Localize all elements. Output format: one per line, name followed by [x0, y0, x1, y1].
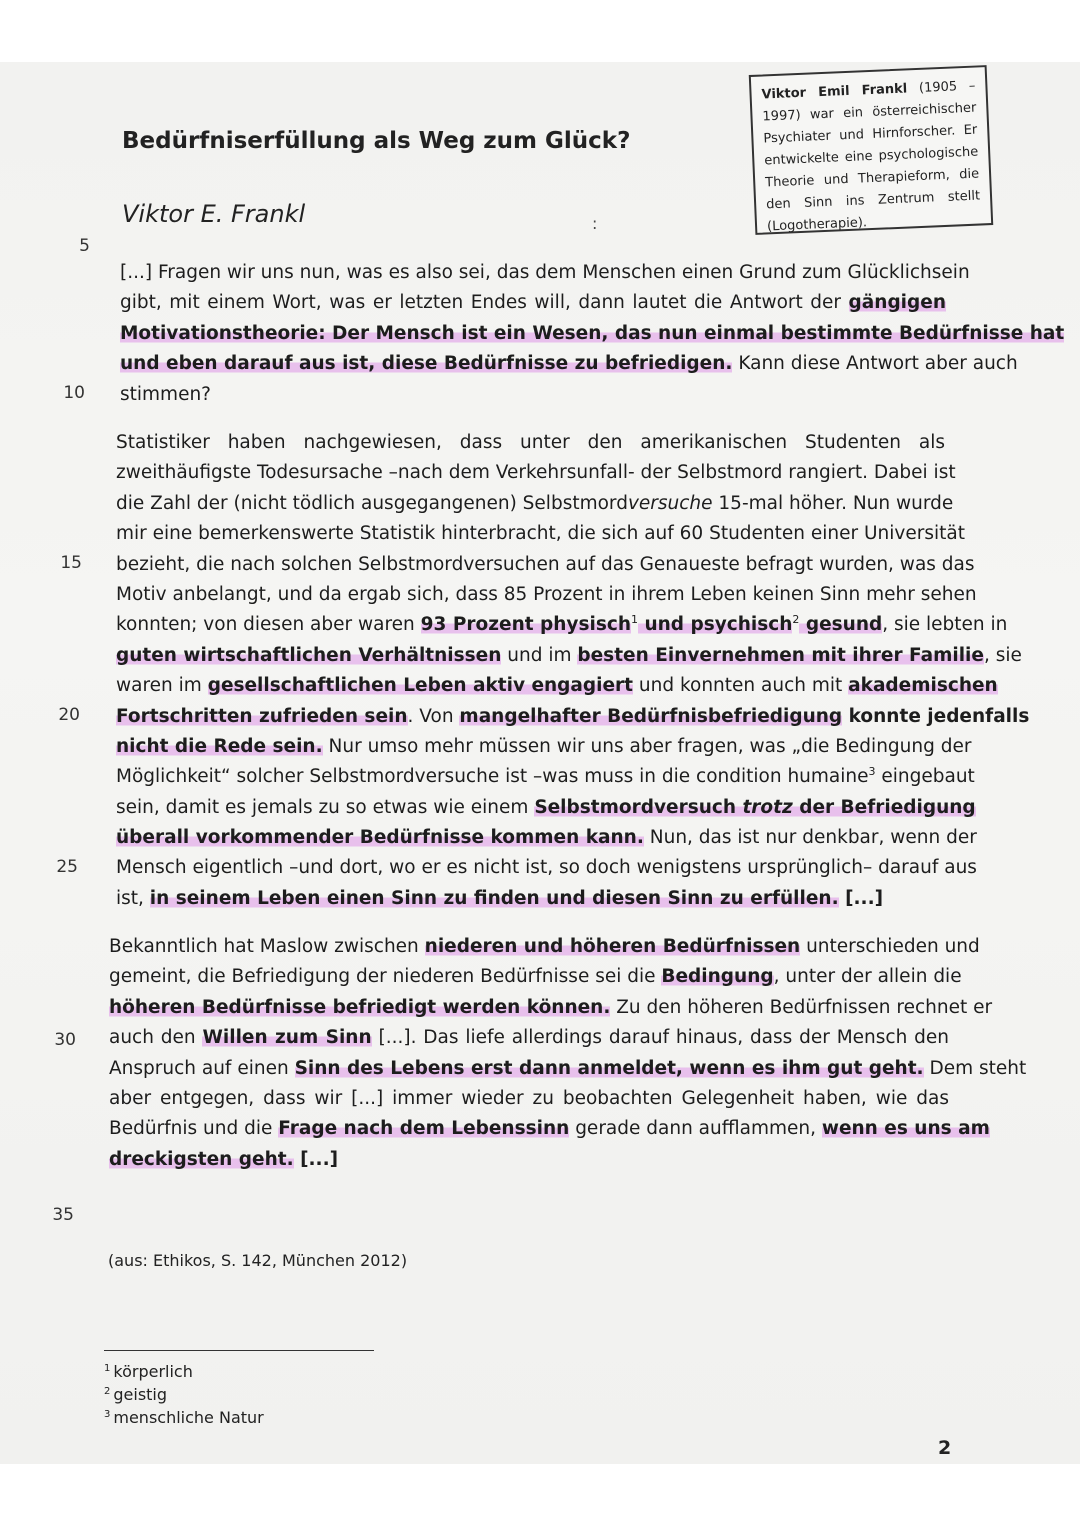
text-line [120, 319, 1065, 349]
footnote-item: $^3$ menschliche Natur [104, 1408, 264, 1427]
highlighted-text: höheren Bedürfnisse befriedigt werden können. [109, 996, 611, 1018]
text-line [116, 641, 1022, 671]
source-citation: (aus: Ethikos, S. 142, München 2012) [108, 1251, 408, 1270]
text-run: Zu den höheren Bedürfnissen rechnet er [610, 996, 993, 1018]
paragraph-1 [120, 258, 1065, 410]
text-run: , sie [983, 644, 1022, 666]
highlighted-text: zufrieden sein [252, 705, 408, 727]
highlighted-text: niederen und höheren Bedürfnissen [424, 936, 801, 957]
text-run: gibt, mit einem Wort, was er letzten Endes will, dann lautet die Antwort der [120, 292, 849, 314]
paragraph-2 [116, 428, 1030, 914]
text-line [116, 489, 954, 519]
text-line [109, 1054, 1027, 1084]
footnote-item: $^2$ geistig [104, 1385, 168, 1404]
highlighted-text: Frage nach dem Lebenssinn [278, 1118, 570, 1140]
text-line [109, 932, 980, 962]
text-line [116, 853, 977, 883]
text-run: ist, [116, 887, 150, 909]
stray-mark: : [592, 214, 598, 233]
text-run: [...] [838, 887, 884, 909]
highlighted-text: überall vorkommender Bedürfnisse kommen kann. [116, 827, 644, 849]
line-number: 10 [63, 383, 85, 403]
text-line [116, 580, 977, 610]
footnote-item: $^1$ körperlich [104, 1362, 193, 1381]
page-number: 2 [938, 1437, 952, 1459]
footnote-marker: 1 [631, 613, 638, 627]
text-run: sein, damit es jemals zu so etwas wie einem [116, 796, 535, 818]
highlighted-text: Fortschritten [116, 705, 253, 727]
text-run: . Von [407, 705, 460, 727]
text-run: versuche [627, 492, 713, 514]
text-line [109, 1114, 990, 1144]
highlighted-text: gängigen [848, 292, 946, 314]
text-run: zweithäufigste Todesursache –nach dem Verkehrsunfall- der Selbstmord rangiert. Dabei ist [116, 462, 956, 484]
text-run: konnten; von diesen aber waren [116, 614, 421, 636]
text-run: auch den [109, 1027, 203, 1049]
text-line [120, 288, 946, 318]
text-line [120, 380, 946, 410]
text-run: unterschieden und [800, 936, 980, 957]
text-run: eingebaut [875, 766, 975, 788]
highlighted-text: der Befriedigung [792, 796, 976, 818]
text-run: , sie lebten in [882, 614, 1008, 636]
text-line [120, 349, 1018, 379]
footnotes [104, 1360, 264, 1429]
text-run: Bekanntlich hat Maslow zwischen [109, 936, 425, 957]
text-run: aber entgegen, dass wir [...] immer wieder zu beobachten Gelegenheit haben, wie das [109, 1087, 949, 1109]
highlighted-text: trotz [742, 796, 793, 818]
text-run: Statistiker haben nachgewiesen, dass unter den amerikanischen Studenten als [116, 432, 945, 453]
text-line [116, 519, 965, 549]
highlighted-text: und psychisch [638, 614, 793, 636]
text-run: Dem steht [923, 1057, 1027, 1079]
text-run: waren im [116, 675, 208, 697]
text-line [116, 550, 975, 580]
highlighted-text: guten wirtschaftlichen Verhältnissen [116, 644, 502, 666]
line-number: 20 [58, 705, 80, 725]
text-line [116, 610, 1008, 640]
text-run: bezieht, die nach solchen Selbstmordversuchen auf das Genaueste befragt wurden, was das [116, 553, 975, 575]
text-line [116, 732, 972, 762]
info-box-name: Viktor Emil Frankl [761, 81, 908, 103]
text-run: Kann diese Antwort aber auch [732, 353, 1018, 375]
highlighted-text: gesund [799, 614, 883, 636]
text-line [116, 702, 1030, 732]
text-run: Möglichkeit“ solcher Selbstmordversuche ist –was muss in die condition humaine [116, 766, 869, 788]
line-number: 15 [60, 553, 82, 573]
text-line [116, 671, 998, 701]
author-name: Viktor E. Frankl [122, 200, 306, 228]
text-run: Nun, das ist nur denkbar, wenn der [643, 827, 977, 849]
text-line [109, 1023, 949, 1053]
footnote-divider [104, 1350, 374, 1351]
text-run: konnte jedenfalls [842, 705, 1030, 727]
highlighted-text: gesellschaftlichen Leben aktiv engagiert [207, 675, 633, 697]
text-line [109, 1145, 949, 1175]
text-line [109, 993, 993, 1023]
background-strip [0, 1464, 1080, 1527]
text-run: [...] Fragen wir uns nun, was es also sei, das dem Menschen einen Grund zum Glücklichsein [120, 262, 970, 283]
text-run: mir eine bemerkenswerte Statistik hinterbracht, die sich auf 60 Studenten einer Universität [116, 523, 965, 545]
paragraph-3 [109, 932, 1027, 1175]
line-number: 35 [52, 1205, 74, 1225]
highlighted-text: akademischen [848, 675, 998, 697]
text-run: Bedürfnis und die [109, 1118, 279, 1140]
highlighted-text: mangelhafter Bedürfnisbefriedigung [459, 705, 843, 727]
info-box-text: (1905 – 1997) war ein österreichischer Psychiater und Hirnforscher. Er entwickelte eine psychologische Theorie und Therapieform, die den Sinn ins Zentrum stellt (Logotherapie). [762, 78, 981, 235]
text-line [116, 793, 976, 823]
text-run: Mensch eigentlich –und dort, wo er es nicht ist, so doch wenigstens ursprünglich– darauf aus [116, 857, 977, 879]
text-run: [...]. Das liefe allerdings darauf hinaus, dass der Mensch den [371, 1027, 949, 1049]
highlighted-text: Bedingung [661, 966, 774, 988]
text-run: stimmen? [120, 383, 212, 405]
highlighted-text: Willen zum Sinn [202, 1027, 372, 1049]
text-line [109, 962, 962, 992]
page-title: Bedürfniserfüllung als Weg zum Glück? [122, 128, 631, 154]
highlighted-text: 93 Prozent physisch [420, 614, 631, 636]
highlighted-text: und eben darauf aus ist, diese Bedürfnisse zu befriedigen. [120, 353, 733, 375]
text-line [116, 428, 945, 458]
text-run: [...] [293, 1148, 339, 1170]
text-run: Nur umso mehr müssen wir uns aber fragen, was „die Bedingung der [322, 735, 972, 757]
highlighted-text: nicht die Rede sein. [116, 735, 323, 757]
highlighted-text: besten Einvernehmen mit ihrer Familie [577, 644, 984, 666]
text-line [120, 258, 970, 288]
text-run: Motiv anbelangt, und da ergab sich, dass 85 Prozent in ihrem Leben keinen Sinn mehr sehen [116, 583, 977, 605]
text-run: gerade dann aufflammen, [569, 1118, 822, 1140]
text-line [116, 823, 977, 853]
text-line [116, 762, 975, 792]
author-info-box [749, 65, 993, 235]
highlighted-text: dreckigsten geht. [109, 1148, 294, 1170]
text-run: und im [501, 644, 578, 666]
text-run: , unter der allein die [773, 966, 962, 988]
line-number: 30 [54, 1030, 76, 1050]
text-line [109, 1084, 949, 1114]
footnote-marker: 2 [792, 613, 800, 627]
text-run: Anspruch auf einen [109, 1057, 295, 1079]
text-run: gemeint, die Befriedigung der niederen Bedürfnisse sei die [109, 966, 662, 988]
highlighted-text: in seinem Leben einen Sinn zu finden und diesen Sinn zu erfüllen. [149, 887, 839, 909]
line-number: 25 [56, 857, 78, 877]
footnote-marker: 3 [868, 765, 876, 779]
highlighted-text: Sinn des Lebens erst dann anmeldet, wenn es ihm gut geht. [294, 1057, 924, 1079]
highlighted-text: Selbstmordversuch [534, 796, 743, 818]
line-number: 5 [79, 236, 90, 256]
text-line [116, 458, 956, 488]
text-run: 15-mal höher. Nun wurde [712, 492, 954, 514]
text-line [116, 884, 945, 914]
text-run: und konnten auch mit [633, 675, 849, 697]
highlighted-text: wenn es uns am [821, 1118, 990, 1140]
text-run: die Zahl der (nicht tödlich ausgegangenen) Selbstmord [116, 492, 628, 514]
highlighted-text: Motivationstheorie: Der Mensch ist ein Wesen, das nun einmal bestimmte Bedürfnisse hat [120, 322, 1065, 344]
